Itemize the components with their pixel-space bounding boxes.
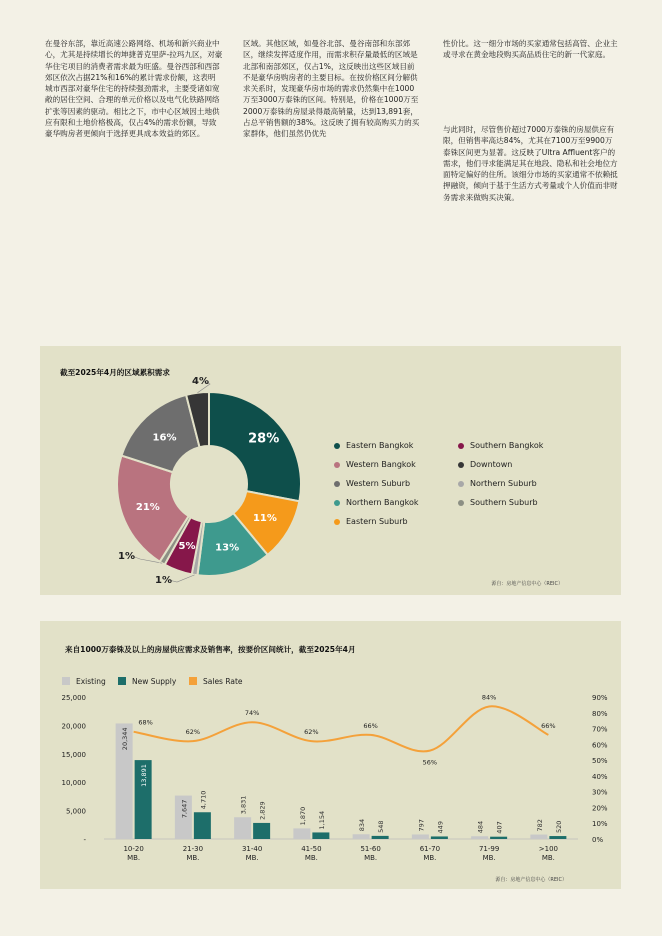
bar-legend-swatch [118, 677, 126, 685]
y-axis-tick-label: 5,000 [65, 807, 86, 816]
bar-legend-label: Sales Rate [203, 677, 243, 686]
legend-label: Western Bangkok [346, 460, 416, 470]
bar-existing-label: 20,344 [121, 727, 130, 751]
donut-slice-label: 28% [248, 431, 280, 447]
legend-item [458, 440, 582, 452]
bar-legend-swatch [189, 677, 197, 685]
bar-new-supply [372, 836, 389, 839]
bar-new-supply-label: 520 [554, 820, 563, 834]
donut-slice-label: 16% [152, 432, 177, 444]
bar-legend-label: Existing [76, 677, 106, 686]
bar-new-supply-label: 449 [436, 821, 445, 834]
legend-item [334, 459, 458, 471]
donut-slice-label: 4% [192, 376, 209, 387]
bar-new-supply-label: 2,829 [258, 801, 267, 820]
bar-chart-title: 来自1000万泰铢及以上的房屋供应需求及销售率，按要价区间统计，截至2025年4月 [65, 645, 356, 654]
y-axis-tick-label: 15,000 [61, 750, 86, 759]
bar-legend-label: New Supply [132, 677, 177, 686]
y2-axis-tick-label: 70% [592, 725, 608, 734]
legend-swatch [458, 443, 464, 449]
bar-new-supply [549, 836, 566, 839]
donut-slice-label: 5% [178, 541, 196, 553]
bar-existing [293, 828, 310, 839]
legend-label: Northern Bangkok [346, 498, 419, 508]
donut-chart-title: 截至2025年4月的区域累积需求 [60, 368, 170, 377]
bar-existing-label: 782 [535, 819, 544, 832]
sales-rate-label: 62% [304, 728, 319, 737]
bar-new-supply [312, 832, 329, 839]
bar-existing-label: 834 [358, 818, 367, 832]
body-text-column-1: 在曼谷东部，靠近高速公路网络、机场和新兴商业中心，尤其是持续增长的坤捷普克里萨-拉玛九区，对豪华住宅项目的消费者需求最为旺盛。曼谷西部和西部郊区依次占据21%和16%的累计需求份额，这表明城市西部对豪华住宅的持续强劲需求，主要受诸如宽敞的居住空间、合理的单元价格以及电气化铁路网络扩张等因素的驱动。相比之下，市中心区域因土地供应有限和土地价格极高，仅占4%的需求份额，导致豪华购房者更倾向于选择更具成本效益的郊区。 [45, 39, 223, 139]
sales-rate-label: 62% [185, 728, 201, 737]
donut-slice-label: 21% [135, 502, 160, 514]
legend-item [334, 440, 458, 452]
donut-slice-label: 13% [215, 542, 240, 554]
bar-existing [471, 836, 488, 839]
x-axis-tick-label: 21-30 [182, 845, 204, 853]
y2-axis-tick-label: 10% [592, 820, 608, 829]
x-axis-tick-label: 61-70 [419, 845, 441, 853]
y2-axis-tick-label: 20% [592, 804, 608, 813]
legend-swatch [334, 443, 340, 449]
x-axis-tick-label: MB. [127, 854, 141, 862]
sales-rate-label: 84% [481, 693, 497, 702]
x-axis-tick-label: 71-99 [478, 845, 500, 853]
legend-label: Downtown [470, 460, 513, 470]
y2-axis-tick-label: 50% [592, 757, 608, 766]
x-axis-tick-label: MB. [186, 854, 200, 862]
y2-axis-tick-label: 30% [592, 788, 608, 797]
y-axis-tick-label: - [83, 836, 86, 844]
bar-existing-label: 797 [417, 819, 426, 832]
legend-item [334, 497, 458, 509]
legend-swatch [334, 481, 340, 487]
bar-new-supply-label: 13,891 [140, 764, 149, 787]
legend-item [458, 459, 582, 471]
bar-new-supply-label: 1,154 [317, 810, 326, 830]
bar-legend-swatch [62, 677, 70, 685]
x-axis-tick-label: MB. [482, 854, 496, 862]
x-axis-tick-label: >100 [538, 845, 558, 853]
donut-slice-label: 1% [118, 551, 135, 562]
legend-label: Western Suburb [346, 479, 411, 489]
legend-item [458, 478, 582, 490]
y-axis-tick-label: 10,000 [61, 779, 86, 788]
sales-rate-label: 66% [363, 721, 378, 730]
bar-line-chart [40, 621, 621, 889]
sales-rate-label: 68% [138, 718, 153, 727]
bar-new-supply [253, 823, 270, 839]
donut-slice-label: 11% [252, 513, 277, 525]
bar-new-supply [194, 812, 211, 839]
sales-rate-label: 66% [541, 721, 556, 730]
regional-demand-chart-panel [40, 346, 621, 595]
sales-rate-label: 74% [244, 709, 260, 718]
y-axis-tick-label: 25,000 [61, 694, 86, 702]
legend-label: Northern Suburb [470, 479, 537, 489]
y-axis-tick-label: 20,000 [61, 722, 86, 731]
bar-existing-label: 3,831 [239, 795, 248, 815]
legend-item [334, 516, 458, 528]
legend-swatch [458, 481, 464, 487]
donut-source-note: 源自：房地产信息中心（REIC） [491, 581, 563, 587]
y2-axis-tick-label: 60% [592, 741, 608, 750]
body-text-column-3-bottom: 与此同时，尽管售价超过7000万泰铢的房屋供应有限，但销售率高达84%，尤其在7100万至9900万泰铢区间更为显著。这反映了Ultra Affluent客户的需求，他们寻求能满足其在地段、隐私和社会地位方面特定偏好的住所。该细分市场的买家通常不依赖抵押融资，倾向于基于生活方式考量或个人价值而非财务需求来做购买决策。 [443, 125, 618, 202]
legend-swatch [334, 462, 340, 468]
y2-axis-tick-label: 0% [592, 836, 604, 844]
legend-label: Southern Suburb [470, 498, 538, 508]
donut-chart [40, 346, 340, 595]
x-axis-tick-label: MB. [423, 854, 437, 862]
legend-swatch [458, 500, 464, 506]
y2-axis-tick-label: 40% [592, 772, 608, 781]
bar-existing [234, 817, 251, 839]
x-axis-tick-label: MB. [245, 854, 259, 862]
legend-item [334, 478, 458, 490]
bar-existing-label: 1,870 [298, 806, 307, 826]
bar-existing [412, 834, 429, 839]
sales-rate-label: 56% [422, 758, 438, 767]
legend-swatch [334, 500, 340, 506]
bar-new-supply [431, 836, 448, 839]
body-text-column-2: 区域。其他区域，如曼谷北部、曼谷南部和东部郊区，继续发挥适度作用，而需求积存量最低的区域是北部和南部郊区，仅占1%，这反映出这些区域目前不是豪华房购房者的主要目标。在按价格区间分解供求关系时，发现豪华房市场的需求仍然集中在1000万至3000万泰铢的区间。特别是，价格在1000万至2000万泰铢的房屋录得最高销量，达到13,891套，占总平销售额的38%。这反映了拥有较高购买力的买家群体，他们虽然仍优先 [243, 39, 420, 139]
legend-label: Southern Bangkok [470, 441, 544, 451]
bar-new-supply-label: 4,710 [199, 790, 208, 810]
bar-existing [530, 835, 547, 839]
x-axis-tick-label: 10-20 [123, 845, 144, 853]
supply-demand-chart-panel [40, 621, 621, 889]
x-axis-tick-label: MB. [364, 854, 378, 862]
bar-new-supply-label: 407 [495, 821, 504, 834]
legend-label: Eastern Bangkok [346, 441, 414, 451]
bar-source-note: 源自：房地产信息中心（REIC） [495, 877, 567, 883]
legend-swatch [458, 462, 464, 468]
legend-swatch [334, 519, 340, 525]
x-axis-tick-label: 31-40 [241, 845, 263, 853]
donut-legend [334, 440, 594, 528]
x-axis-tick-label: 51-60 [360, 845, 381, 853]
legend-item [458, 497, 582, 509]
x-axis-tick-label: 41-50 [301, 845, 322, 853]
donut-leader-line [169, 575, 195, 582]
x-axis-tick-label: MB. [541, 854, 555, 862]
y2-axis-tick-label: 80% [592, 709, 608, 718]
x-axis-tick-label: MB. [304, 854, 318, 862]
donut-slice-label: 1% [155, 575, 172, 586]
bar-existing-label: 484 [476, 820, 485, 834]
bar-existing [353, 834, 370, 839]
bar-new-supply-label: 548 [377, 820, 386, 833]
y2-axis-tick-label: 90% [592, 694, 608, 702]
bar-existing-label: 7,647 [180, 799, 189, 819]
legend-label: Eastern Suburb [346, 517, 408, 527]
bar-new-supply [490, 837, 507, 839]
body-text-column-3-top: 性价比。这一细分市场的买家通常包括高管、企业主或寻求在黄金地段购买高品质住宅的新一代家庭。 [443, 39, 618, 60]
